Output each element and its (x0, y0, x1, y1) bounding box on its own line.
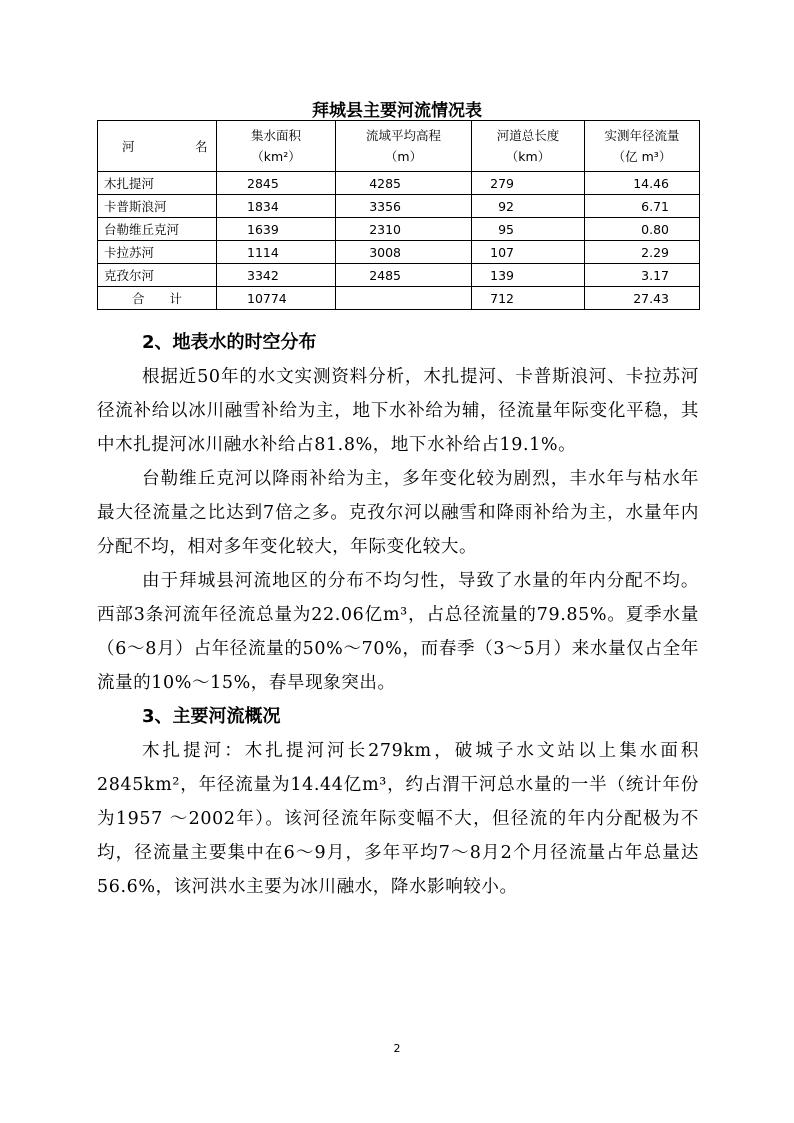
section-heading: 2、地表水的时空分布 (142, 332, 317, 353)
cell-total-runoff: 27.43 (585, 287, 700, 310)
cell-length: 279 (472, 172, 585, 195)
cell-elevation: 3356 (336, 195, 472, 218)
table-title: 拜城县主要河流情况表 (312, 101, 482, 121)
cell-length: 107 (472, 241, 585, 264)
table-row (98, 241, 700, 264)
table-row (98, 195, 700, 218)
cell-total-label: 合 计 (98, 287, 217, 310)
cell-elevation: 4285 (336, 172, 472, 195)
cell-elevation: 2485 (336, 264, 472, 287)
paragraph: 由于拜城县河流地区的分布不均匀性，导致了水量的年内分配不均。西部3条河流年径流总量为22.06亿m³，占总径流量的79.85%。夏季水量（6～8月）占年径流量的50%～70%，而春季（3～5月）来水量仅占全年流量的10%～15%，春旱现象突出。 (97, 571, 699, 693)
section-heading: 3、主要河流概况 (142, 706, 281, 727)
body-text (97, 326, 699, 904)
header-annual-runoff: 实测年径流量 （亿 m³） (585, 121, 700, 172)
cell-elevation: 3008 (336, 241, 472, 264)
cell-area: 1834 (217, 195, 336, 218)
cell-total-area: 10774 (217, 287, 336, 310)
cell-river-name: 克孜尔河 (98, 264, 217, 287)
table-row (98, 264, 700, 287)
table-total-row (98, 287, 700, 310)
header-catchment-area: 集水面积 （km²） (217, 121, 336, 172)
cell-area: 1639 (217, 218, 336, 241)
cell-river-name: 卡普斯浪河 (98, 195, 217, 218)
cell-river-name: 卡拉苏河 (98, 241, 217, 264)
cell-elevation: 2310 (336, 218, 472, 241)
river-table (97, 120, 700, 310)
paragraph: 木扎提河：木扎提河河长279km，破城子水文站以上集水面积2845km²，年径流量为14.44亿m³，约占渭干河总水量的一半（统计年份为1957 ～2002年）。该河径流年际变幅不大，但径流的年内分配极为不均，径流量主要集中在6～9月，多年平均7～8月2个月径流量占年总量达56.6%，该河洪水主要为冰川融水，降水影响较小。 (97, 741, 699, 897)
cell-total-elevation (336, 287, 472, 310)
cell-area: 1114 (217, 241, 336, 264)
cell-runoff: 3.17 (585, 264, 700, 287)
paragraph: 台勒维丘克河以降雨补给为主，多年变化较为剧烈，丰水年与枯水年最大径流量之比达到7倍之多。克孜尔河以融雪和降雨补给为主，水量年内分配不均，相对多年变化较大，年际变化较大。 (97, 469, 699, 557)
cell-length: 139 (472, 264, 585, 287)
table-row (98, 218, 700, 241)
cell-runoff: 0.80 (585, 218, 700, 241)
page-number: 2 (393, 1042, 401, 1055)
table-header-row (98, 121, 700, 172)
cell-river-name: 木扎提河 (98, 172, 217, 195)
cell-length: 92 (472, 195, 585, 218)
header-river-length: 河道总长度 （km） (472, 121, 585, 172)
cell-area: 3342 (217, 264, 336, 287)
cell-length: 95 (472, 218, 585, 241)
paragraph: 根据近50年的水文实测资料分析，木扎提河、卡普斯浪河、卡拉苏河径流补给以冰川融雪补给为主，地下水补给为辅，径流量年际变化平稳，其中木扎提河冰川融水补给占81.8%，地下水补给占19.1%。 (97, 367, 699, 455)
cell-area: 2845 (217, 172, 336, 195)
table-row (98, 172, 700, 195)
cell-runoff: 6.71 (585, 195, 700, 218)
cell-total-length: 712 (472, 287, 585, 310)
header-mean-elevation: 流域平均高程 （m） (336, 121, 472, 172)
header-river-name: 河 名 (98, 121, 217, 172)
cell-runoff: 2.29 (585, 241, 700, 264)
cell-runoff: 14.46 (585, 172, 700, 195)
cell-river-name: 台勒维丘克河 (98, 218, 217, 241)
